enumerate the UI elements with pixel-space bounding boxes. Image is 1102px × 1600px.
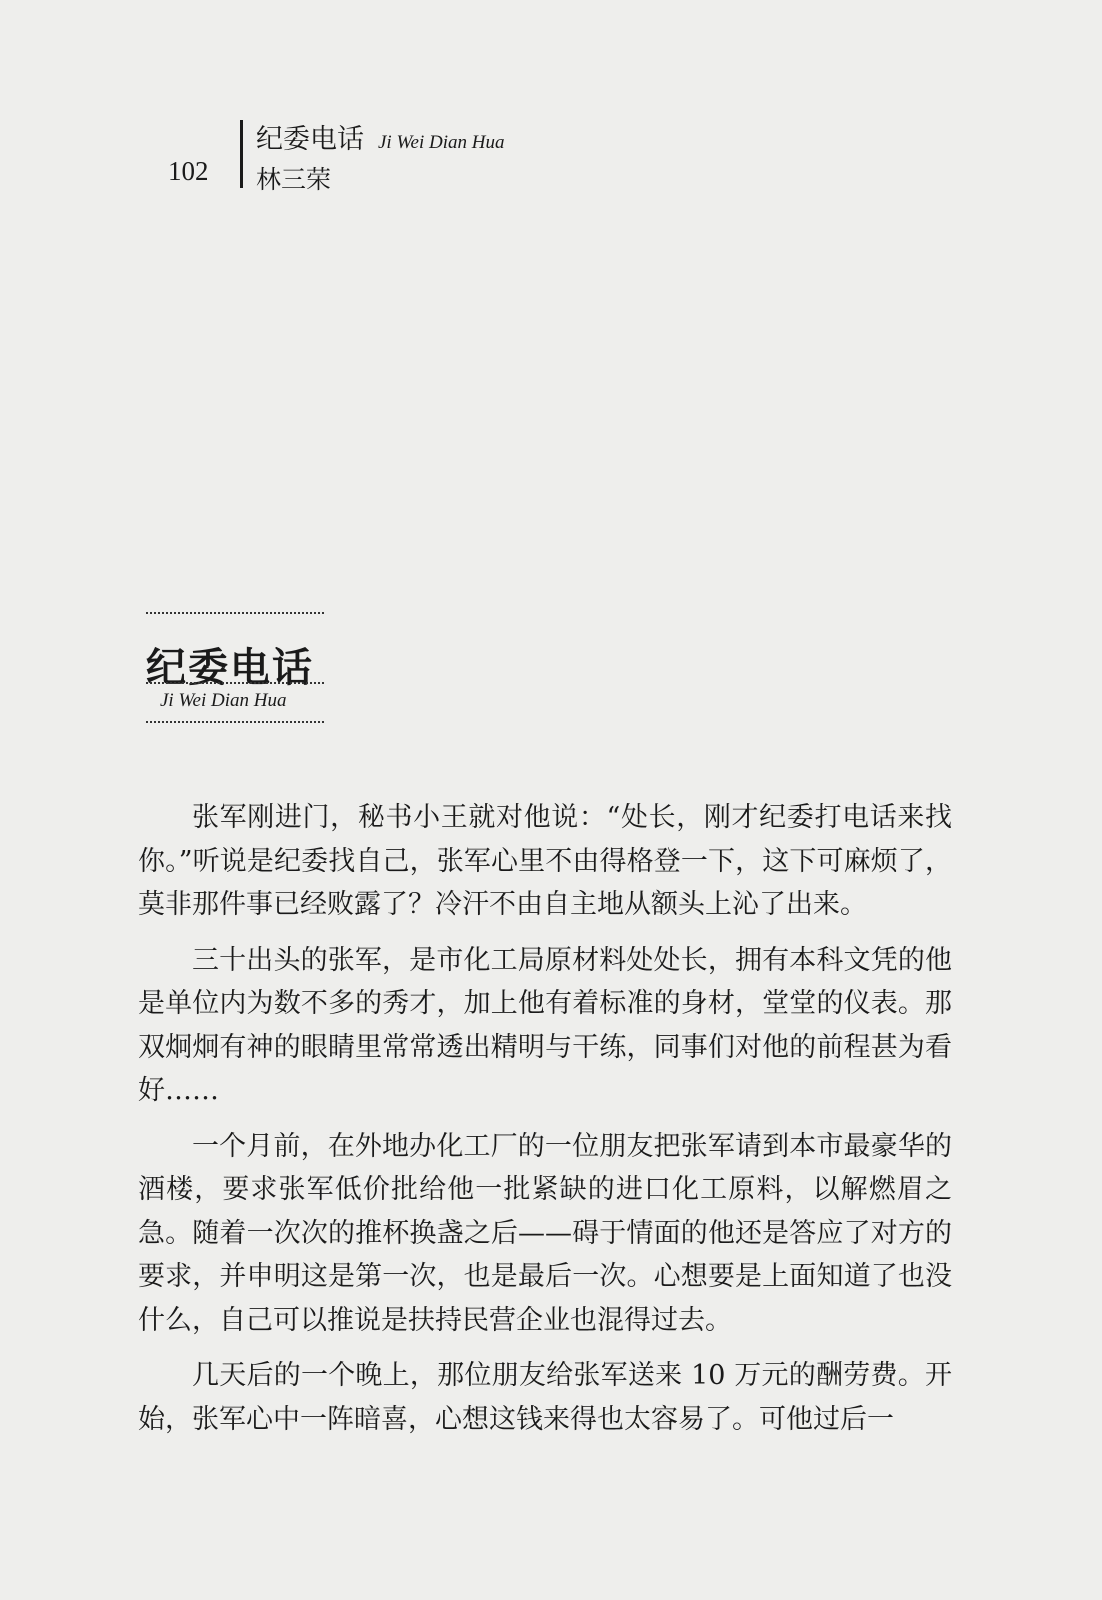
chapter-rule-top [146, 612, 324, 614]
running-header-title-pinyin: Ji Wei Dian Hua [378, 132, 505, 153]
header-divider [240, 120, 243, 188]
chapter-pinyin: Ji Wei Dian Hua [160, 690, 287, 711]
chapter-rule-bottom [146, 721, 324, 723]
paragraph: 一个月前，在外地办化工厂的一位朋友把张军请到本市最豪华的酒楼，要求张军低价批给他一批紧缺的进口化工原料，以解燃眉之急。随着一次次的推杯换盏之后——碍于情面的他还是答应了对方的要求，并申明这是第一次，也是最后一次。心想要是上面知道了也没什么，自己可以推说是扶持民营企业也混得过去。 [138, 1130, 952, 1336]
paragraph: 几天后的一个晚上，那位朋友给张军送来 10 万元的酬劳费。开始，张军心中一阵暗喜，心想这钱来得也太容易了。可他过后一 [138, 1360, 952, 1435]
chapter-rule-middle [146, 682, 324, 684]
body-text [138, 796, 952, 1453]
chapter-title: 纪委电话 [146, 644, 314, 691]
running-header-title-text: 纪委电话 [256, 124, 364, 155]
running-header-author: 林三荣 [256, 165, 332, 194]
page-number: 102 [168, 156, 209, 186]
paragraph: 三十出头的张军，是市化工局原材料处处长，拥有本科文凭的他是单位内为数不多的秀才，加上他有着标准的身材，堂堂的仪表。那双炯炯有神的眼睛里常常透出精明与干练，同事们对他的前程甚为看好…… [138, 944, 952, 1106]
running-header-title [256, 117, 504, 156]
paragraph: 张军刚进门，秘书小王就对他说：“处长，刚才纪委打电话来找你。”听说是纪委找自己，张军心里不由得格登一下，这下可麻烦了，莫非那件事已经败露了？冷汗不由自主地从额头上沁了出来。 [138, 802, 952, 920]
